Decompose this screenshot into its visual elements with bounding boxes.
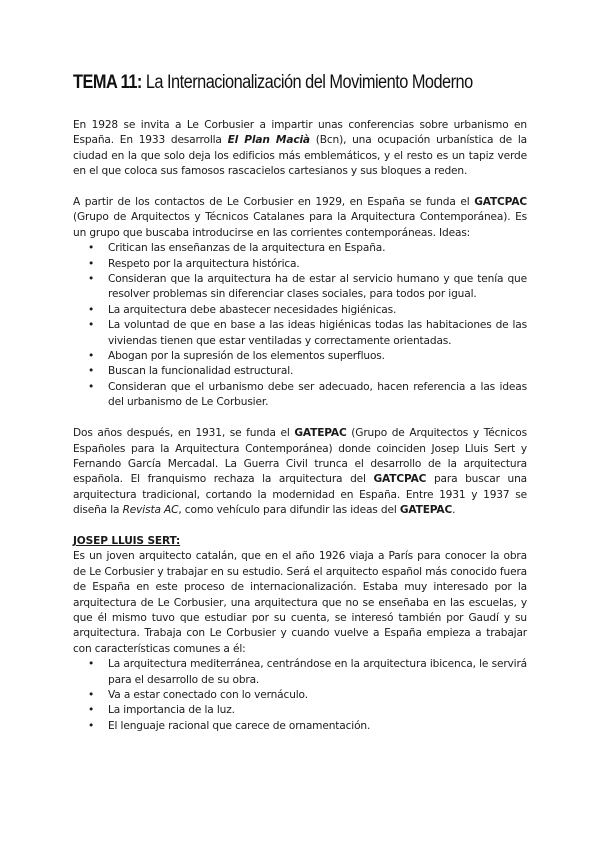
list-item: • Consideran que el urbanismo debe ser adecuado, hacen referencia a las ideas del urbanismo de Le Corbusier. — [73, 380, 527, 411]
section-heading: JOSEP LLUIS SERT: — [73, 534, 181, 547]
list-item: • Va a estar conectado con lo vernáculo. — [73, 688, 527, 703]
emphasis-plan-macia: El Plan Macià — [227, 134, 310, 147]
term-gatcpac: GATCPAC — [474, 196, 527, 209]
term-gatepac: GATEPAC — [294, 427, 347, 440]
sert-features-list — [73, 657, 527, 734]
paragraph-intro: En 1928 se invita a Le Corbusier a impartir unas conferencias sobre urbanismo en España. En 1933 desarrolla El Plan Macià (Bcn), una ocupación urbanística de la ciudad en la que solo deja los edificios más emblemáticos, y el resto es un tapiz verde en el que coloca sus famosos rascacielos cartesianos y sus bloques a reden. — [73, 119, 527, 178]
list-item: • La voluntad de que en base a las ideas higiénicas todas las habitaciones de las viviendas tienen que estar ventiladas y correctamente orientadas. — [73, 318, 527, 349]
list-item: • Buscan la funcionalidad estructural. — [73, 364, 527, 379]
list-item: • Abogan por la supresión de los elementos superfluos. — [73, 349, 527, 364]
page-title — [73, 72, 473, 94]
paragraph-gatcpac: A partir de los contactos de Le Corbusier en 1929, en España se funda el GATCPAC (Grupo de Arquitectos y Técnicos Catalanes para la Arquitectura Contemporánea). Es un grupo que buscaba introducirse en las corrientes contemporáneas. Ideas: — [73, 196, 527, 239]
term-gatepac: GATEPAC — [399, 504, 453, 517]
list-item: • La arquitectura debe abastecer necesidades higiénicas. — [73, 303, 527, 318]
list-item: • El lenguaje racional que carece de ornamentación. — [73, 719, 527, 734]
term-gatcpac: GATCPAC — [373, 473, 427, 486]
list-item: • Consideran que la arquitectura ha de estar al servicio humano y que tenía que resolver problemas sin diferenciar clases sociales, para todos por igual. — [73, 272, 527, 303]
emphasis-revista-ac: Revista AC — [122, 504, 179, 517]
list-item: • La importancia de la luz. — [73, 703, 527, 718]
list-item: • Critican las enseñanzas de la arquitectura en España. — [73, 241, 527, 256]
document-body — [73, 118, 527, 734]
title-prefix: TEMA 11: — [73, 72, 142, 93]
title-text: La Internacionalización del Movimiento Moderno — [141, 72, 473, 93]
ideas-list — [73, 241, 527, 410]
list-item: • La arquitectura mediterránea, centrándose en la arquitectura ibicenca, le servirá para el desarrollo de su obra. — [73, 657, 527, 688]
list-item: • Respeto por la arquitectura histórica. — [73, 257, 527, 272]
paragraph-sert: Es un joven arquitecto catalán, que en el año 1926 viaja a París para conocer la obra de Le Corbusier y trabajar en su estudio. Será el arquitecto español más conocido fuera de España en este proceso de internacionalización. Estaba muy interesado por la arquitectura de Le Corbusier, una arquitectura que no se enseñaba en las escuelas, y que él mismo tuvo que estudiar por su cuenta, se interesó también por Gaudí y su arquitectura. Trabaja con Le Corbusier y cuando vuelve a España empieza a trabajar con características comunes a él: — [73, 550, 527, 655]
paragraph-gatepac: Dos años después, en 1931, se funda el GATEPAC (Grupo de Arquitectos y Técnicos Españoles para la Arquitectura Contemporánea) donde coinciden Josep Lluis Sert y Fernando García Mercadal. La Guerra Civil trunca el desarrollo de la arquitectura española. El franquismo rechaza la arquitectura del GATCPAC para buscar una arquitectura tradicional, cortando la modernidad en España. Entre 1931 y 1937 se diseña la Revista AC, como vehículo para difundir las ideas del GATEPAC. — [73, 427, 527, 517]
